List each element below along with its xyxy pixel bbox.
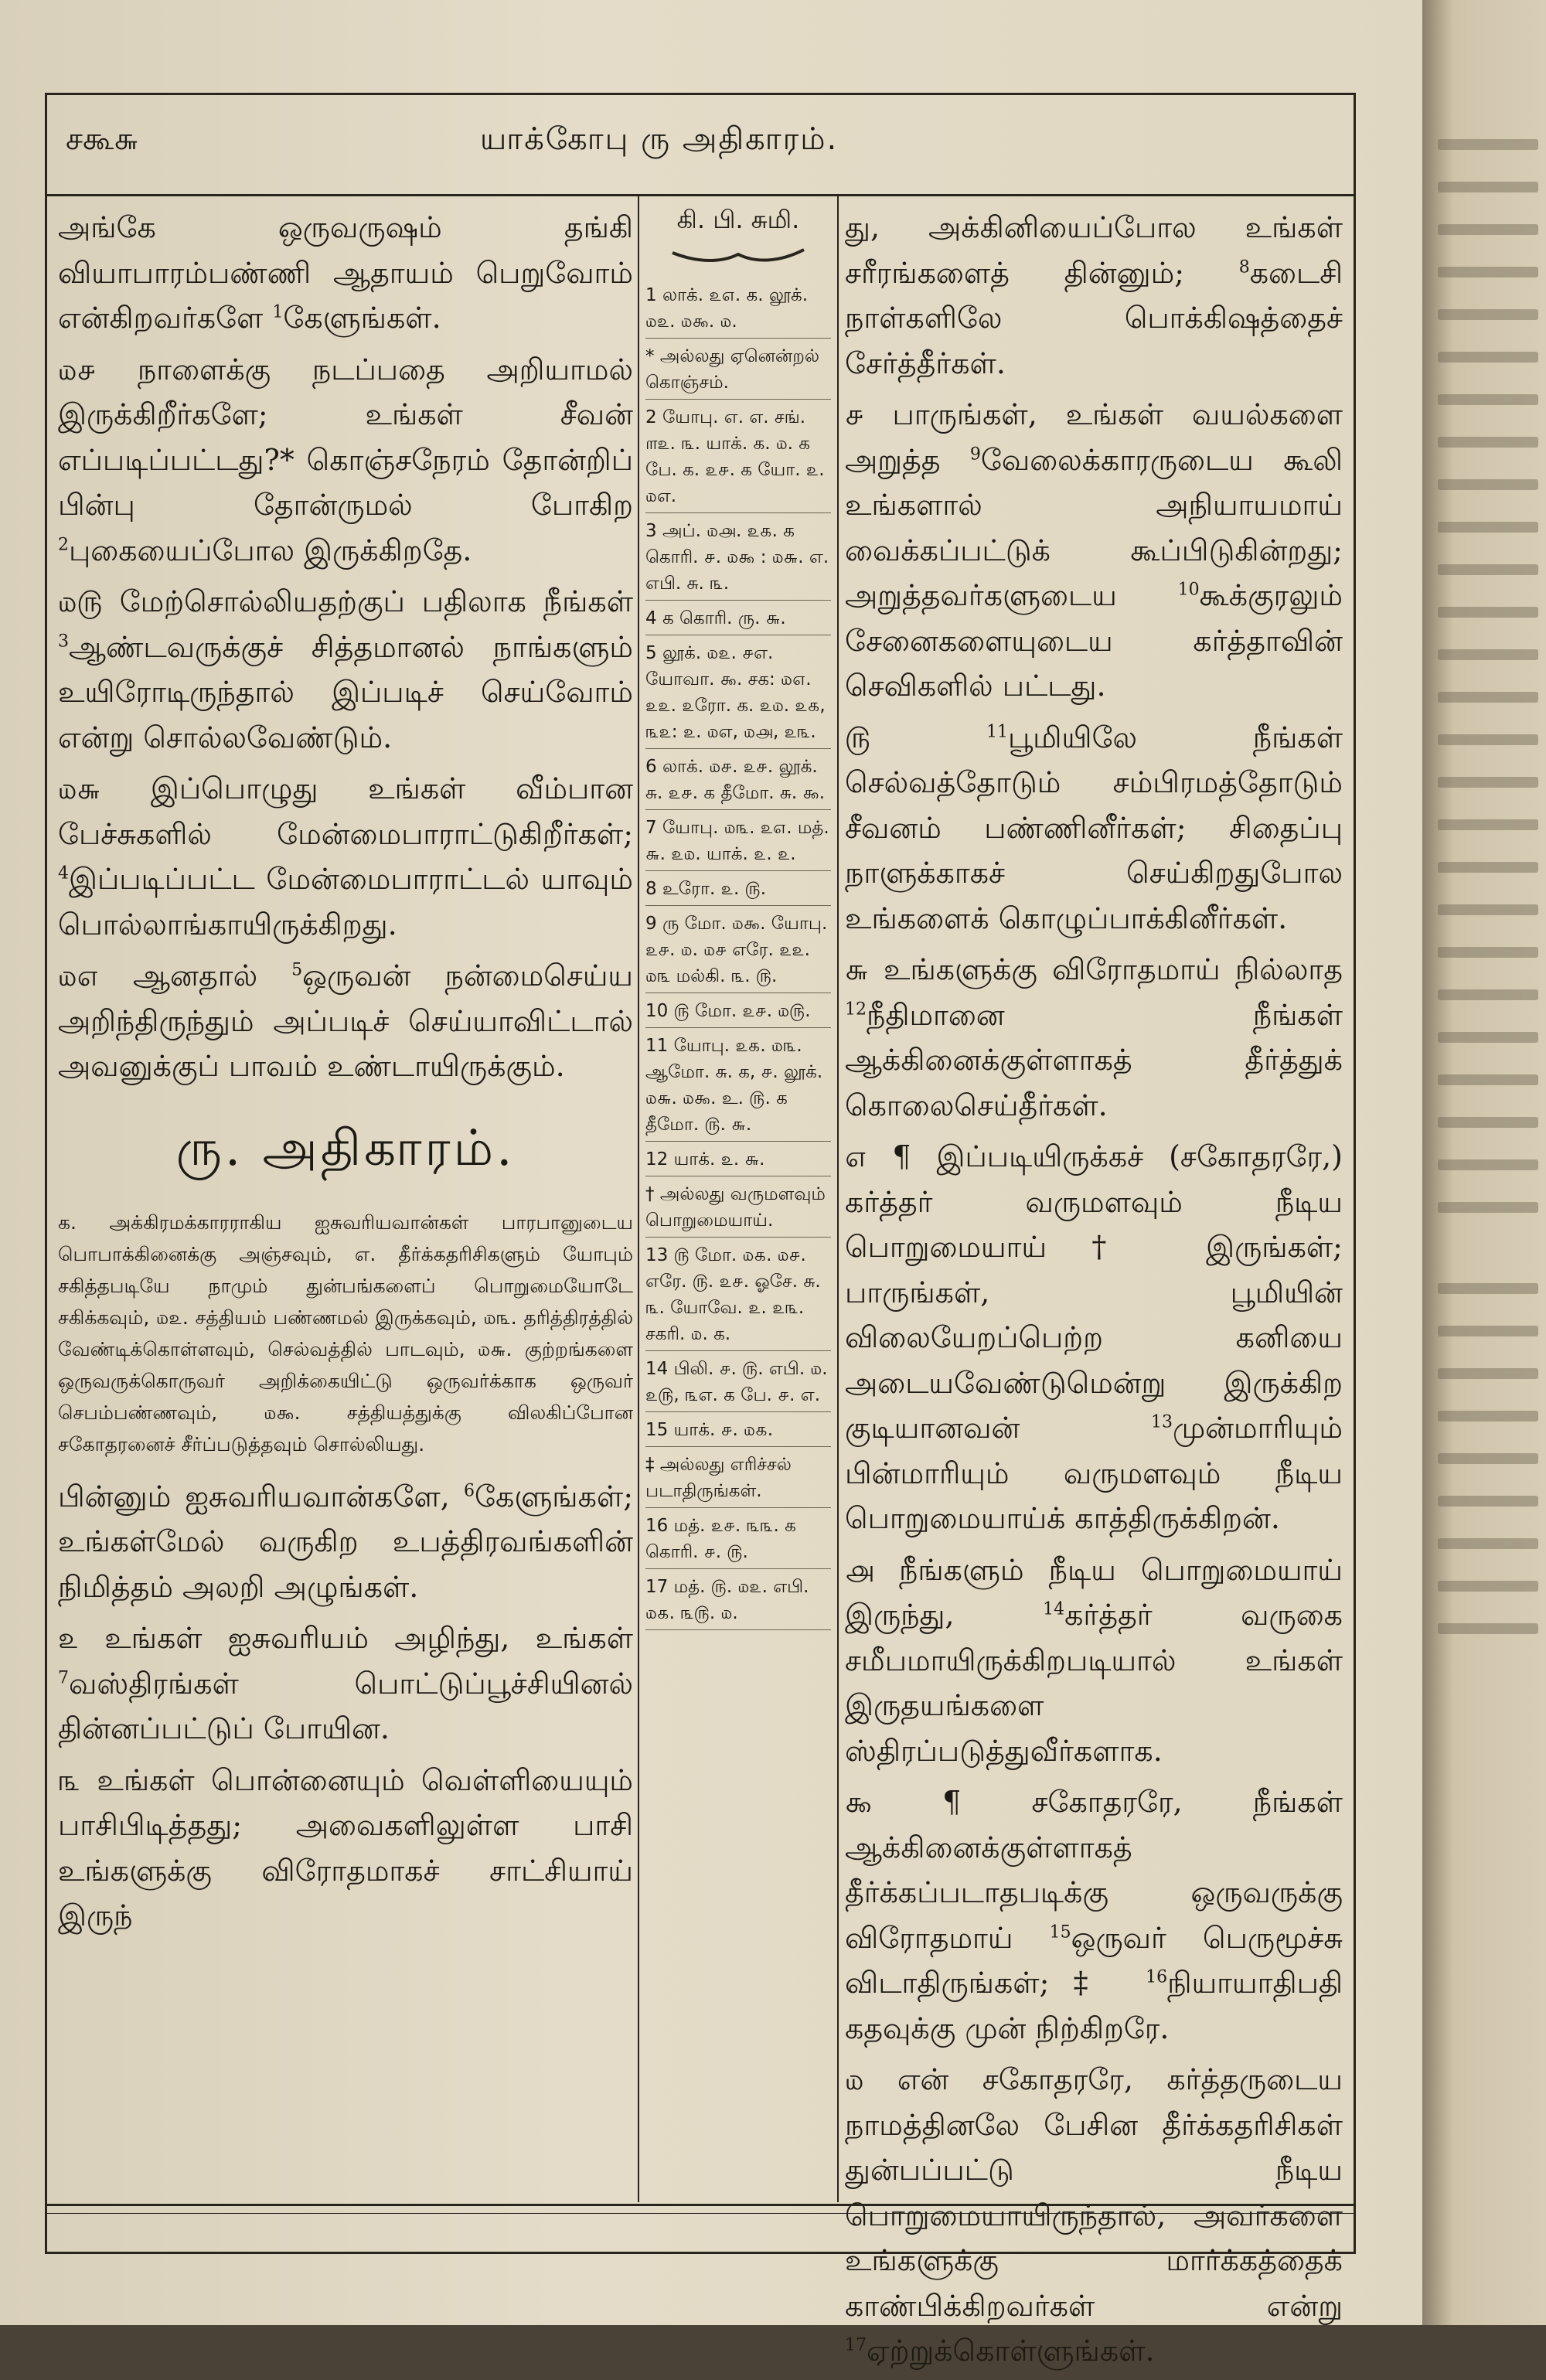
reference-list — [645, 282, 831, 1630]
cross-reference: 1 லாக். ௨௭. க. லூக். ௰௨. ௰௯. ௰. — [645, 282, 831, 339]
cross-reference: 2 யோபு. எ. எ. சங். ௱௨. ௩. யாக். க. ௰. க பே. க. ௨௪. க யோ. ௨. ௰எ. — [645, 404, 831, 513]
ornament-swash-icon — [669, 243, 808, 267]
verse: பின்னும் ஐசுவரியவான்களே, $^6$கேளுங்கள்; உங்கள்மேல் வருகிற உபத்திரவங்களின் நிமித்தம் அலறி அழுங்கள். — [58, 1479, 633, 1604]
verse: து, அக்கினியைப்போல உங்கள் சரீரங்களைத் தின்னும்; $^8$கடைசி நாள்களிலே பொக்கிஷத்தைச் சேர்த்தீர்கள். — [845, 210, 1343, 380]
verse: ௰௭ ஆனதால் $^5$ஒருவன் நன்மைசெய்ய அறிந்திருந்தும் அப்படிச் செய்யாவிட்டால் அவனுக்குப் பாவம் உண்டாயிருக்கும். — [58, 958, 633, 1083]
verse: ௬ உங்களுக்கு விரோதமாய் நில்லாத $^{12}$நீதிமானை நீங்கள் ஆக்கினைக்குள்ளாகத் தீர்த்துக் கொலைசெய்தீர்கள். — [845, 952, 1343, 1122]
verse: ௰௬ இப்பொழுது உங்கள் வீம்பான பேச்சுகளில் மேன்மைபாராட்டுகிறீர்கள்; $^4$இப்படிப்பட்ட மேன்மைபாராட்டல் யாவும் பொல்லாங்காயிருக்கிறது. — [58, 771, 633, 941]
cross-reference: 14 பிலி. ௪. ௫. எபி. ௰. ௨௫, ௩எ. க பே. ௪. எ. — [645, 1356, 831, 1412]
chapter-heading: ரு. அதிகாரம். — [175, 1119, 516, 1177]
adjacent-page-edge — [1422, 0, 1546, 2325]
verse: ௭ ¶ இப்படியிருக்கச் (சகோதரரே,) கர்த்தர் வருமளவும் நீடிய பொறுமையாய்† இருங்கள்; பாருங்கள், பூமியின் விலையேறப்பெற்ற கனியை அடையவேண்டுமென்று இருக்கிற குடியானவன் $^{13}$முன்மாரியும் பின்மாரியும் வருமளவும் நீடிய பொறுமையாய்க் காத்திருக்கிறன். — [845, 1139, 1343, 1535]
column-rule-left — [638, 196, 639, 2202]
cross-reference: 8 உரோ. ௨. ௫. — [645, 876, 831, 906]
margin-heading: கி. பி. சுமி. — [676, 205, 800, 234]
cross-reference: * அல்லது ஏனென்றல் கொஞ்சம். — [645, 343, 831, 400]
verse: ௰ என் சகோதரரே, கர்த்தருடைய நாமத்தினலே பேசின தீர்க்கதரிசிகள் துன்பப்பட்டு நீடிய பொறுமையாயிருந்தால், அவர்களை உங்களுக்கு மார்க்கத்தைக் காண்பிக்கிறவர்கள் என்று $^{17}$ஏற்றுக்கொள்ளுங்கள். — [845, 2062, 1343, 2368]
page-number: சகூ௬ — [66, 121, 139, 157]
running-title: யாக்கோபு ரு அதிகாரம். — [480, 121, 839, 157]
footer-rule-thin — [47, 2213, 1354, 2214]
cross-reference-column — [645, 205, 831, 1635]
verse: ௰௫ மேற்சொல்லியதற்குப் பதிலாக நீங்கள் $^3$ஆண்டவருக்குச் சித்தமானல் நாங்களும் உயிரோடிருந்தால் இப்படிச் செய்வோம் என்று சொல்லவேண்டும். — [58, 584, 633, 754]
verses-before-heading — [58, 205, 633, 1089]
verse: ௯ ¶ சகோதரரே, நீங்கள் ஆக்கினைக்குள்ளாகத் தீர்க்கப்படாதபடிக்கு ஒருவருக்கு விரோதமாய் $^{15}$ஒருவர் பெருமூச்சு விடாதிருங்கள்;‡ $^{16}$நியாயாதிபதி கதவுக்கு முன் நிற்கிறரே. — [845, 1785, 1343, 2045]
header-rule — [47, 194, 1354, 196]
verses-after-heading — [58, 1474, 633, 1939]
cross-reference: 17 மத். ௫. ௰௨. எபி. ௰௧. ௩௫. ௰. — [645, 1574, 831, 1630]
footer-rule — [47, 2204, 1354, 2206]
column-rule-right — [837, 196, 839, 2202]
cross-reference: 11 யோபு. ௨௧. ௰௩. ஆமோ. சு. க, ௪. லூக். ௰௬. ௰௯. உ. ௫. க தீமோ. ௫. ௬. — [645, 1033, 831, 1142]
cross-reference: 4 க கொரி. ரு. ௬. — [645, 605, 831, 635]
verse: அங்கே ஒருவருஷம் தங்கி வியாபாரம்பண்ணி ஆதாயம் பெறுவோம் என்கிறவர்களே $^1$கேளுங்கள். — [58, 210, 633, 335]
cross-reference: 7 யோபு. ௰௩. ௨௭. மத். ௬. ௨௰. யாக். ௨. ௨. — [645, 815, 831, 871]
cross-reference: 12 யாக். ௨. ௬. — [645, 1146, 831, 1176]
cross-reference: ‡ அல்லது எரிச்சல் படாதிருங்கள். — [645, 1452, 831, 1508]
cross-reference: † அல்லது வருமளவும் பொறுமையாய். — [645, 1181, 831, 1238]
cross-reference: 10 ௫ மோ. ௨௪. ௰௫. — [645, 998, 831, 1028]
cross-reference: 9 ரு மோ. ௰௯. யோபு. ௨௪. ௰. ௰௪ எரே. ௨௨. ௰௩ மல்கி. ௩. ௫. — [645, 911, 831, 993]
page-frame — [45, 93, 1356, 2368]
cross-reference: 3 அப். ௰௮. ௨௧. க கொரி. ௪. ௰௯ : ௰௬. எ. எபி. சு. ௩. — [645, 518, 831, 601]
verse: ௮ நீங்களும் நீடிய பொறுமையாய் இருந்து, $^{14}$கர்த்தர் வருகை சமீபமாயிருக்கிறபடியால் உங்கள் இருதயங்களை ஸ்திரப்படுத்துவீர்களாக. — [845, 1552, 1343, 1768]
cross-reference: 15 யாக். ௪. ௰௧. — [645, 1417, 831, 1447]
verse: ௫ $^{11}$பூமியிலே நீங்கள் செல்வத்தோடும் சம்பிரமத்தோடும் சீவனம் பண்ணினீர்கள்; சிதைப்பு நாளுக்காகச் செய்கிறதுபோல உங்களைக் கொழுப்பாக்கினீர்கள். — [845, 720, 1343, 935]
left-column — [58, 205, 633, 1945]
cross-reference: 13 ௫ மோ. ௰௧. ௰௪. எரே. ௫. ௨௪. ஓசே. சு. ௩. யோவே. ௨. ௨௩. சகரி. ௰. க. — [645, 1242, 831, 1351]
running-header — [47, 95, 1354, 194]
verse: ௩ உங்கள் பொன்னையும் வெள்ளியையும் பாசிபிடித்தது; அவைகளிலுள்ள பாசி உங்களுக்கு விரோதமாகச் சாட்சியாய் இருந் — [58, 1762, 633, 1932]
cross-reference: 16 மத். ௨௪. ௩௩. க கொரி. ௪. ௫. — [645, 1513, 831, 1569]
cross-reference: 5 லூக். ௰௨. ௪எ. யோவா. ௯. சக: ௰௭. ௨௨. ௨ரோ. க. ௨௰. ௨௧, ௩௨: ௨. ௰எ, ௰௮, ௨௩. — [645, 640, 831, 749]
cross-reference: 6 லாக். ௰௪. ௨௪. லூக். சு. ௨௪. க தீமோ. சு. ௯. — [645, 754, 831, 810]
right-column — [845, 205, 1343, 2380]
verse: ௰௪ நாளைக்கு நடப்பதை அறியாமல் இருக்கிறீர்களே; உங்கள் சீவன் எப்படிப்பட்டது?* கொஞ்சநேரம் தோன்றிப் பின்பு தோன்ருமல் போகிற $^2$புகையைப்போல இருக்கிறதே. — [58, 352, 633, 567]
verse: ௪ பாருங்கள், உங்கள் வயல்களை அறுத்த $^9$வேலைக்காரருடைய கூலி உங்களால் அநியாயமாய் வைக்கப்பட்டுக் கூப்பிடுகின்றது; அறுத்தவர்களுடைய $^{10}$கூக்குரலும் சேனைகளையுடைய கர்த்தாவின் செவிகளில் பட்டது. — [845, 397, 1343, 703]
chapter-summary: க. அக்கிரமக்காரராகிய ஐசுவரியவான்கள் பாரபானுடைய பொபாக்கினைக்கு அஞ்சவும், எ. தீர்க்கதரிசிகளும் யோபும் சகித்தபடியே நாமும் துன்பங்களைப் பொறுமையோடே சகிக்கவும், ௰௨. சத்தியம் பண்ணமல் இருக்கவும், ௰௩. தரித்திரத்தில் வேண்டிக்கொள்ளவும், செல்வத்தில் பாடவும், ௰௬. குற்றங்களை ஒருவருக்கொருவர் அறிக்கையிட்டு ஒருவர்க்காக ஒருவர் செபம்பண்ணவும், ௰௯. சத்தியத்துக்கு விலகிப்போன சகோதரனைச் சீர்ப்படுத்தவும் சொல்லியது. — [58, 1210, 633, 1456]
verse: ௨ உங்கள் ஐசுவரியம் அழிந்து, உங்கள் $^7$வஸ்திரங்கள் பொட்டுப்பூச்சியினல் தின்னப்பட்டுப் போயின. — [58, 1621, 633, 1745]
